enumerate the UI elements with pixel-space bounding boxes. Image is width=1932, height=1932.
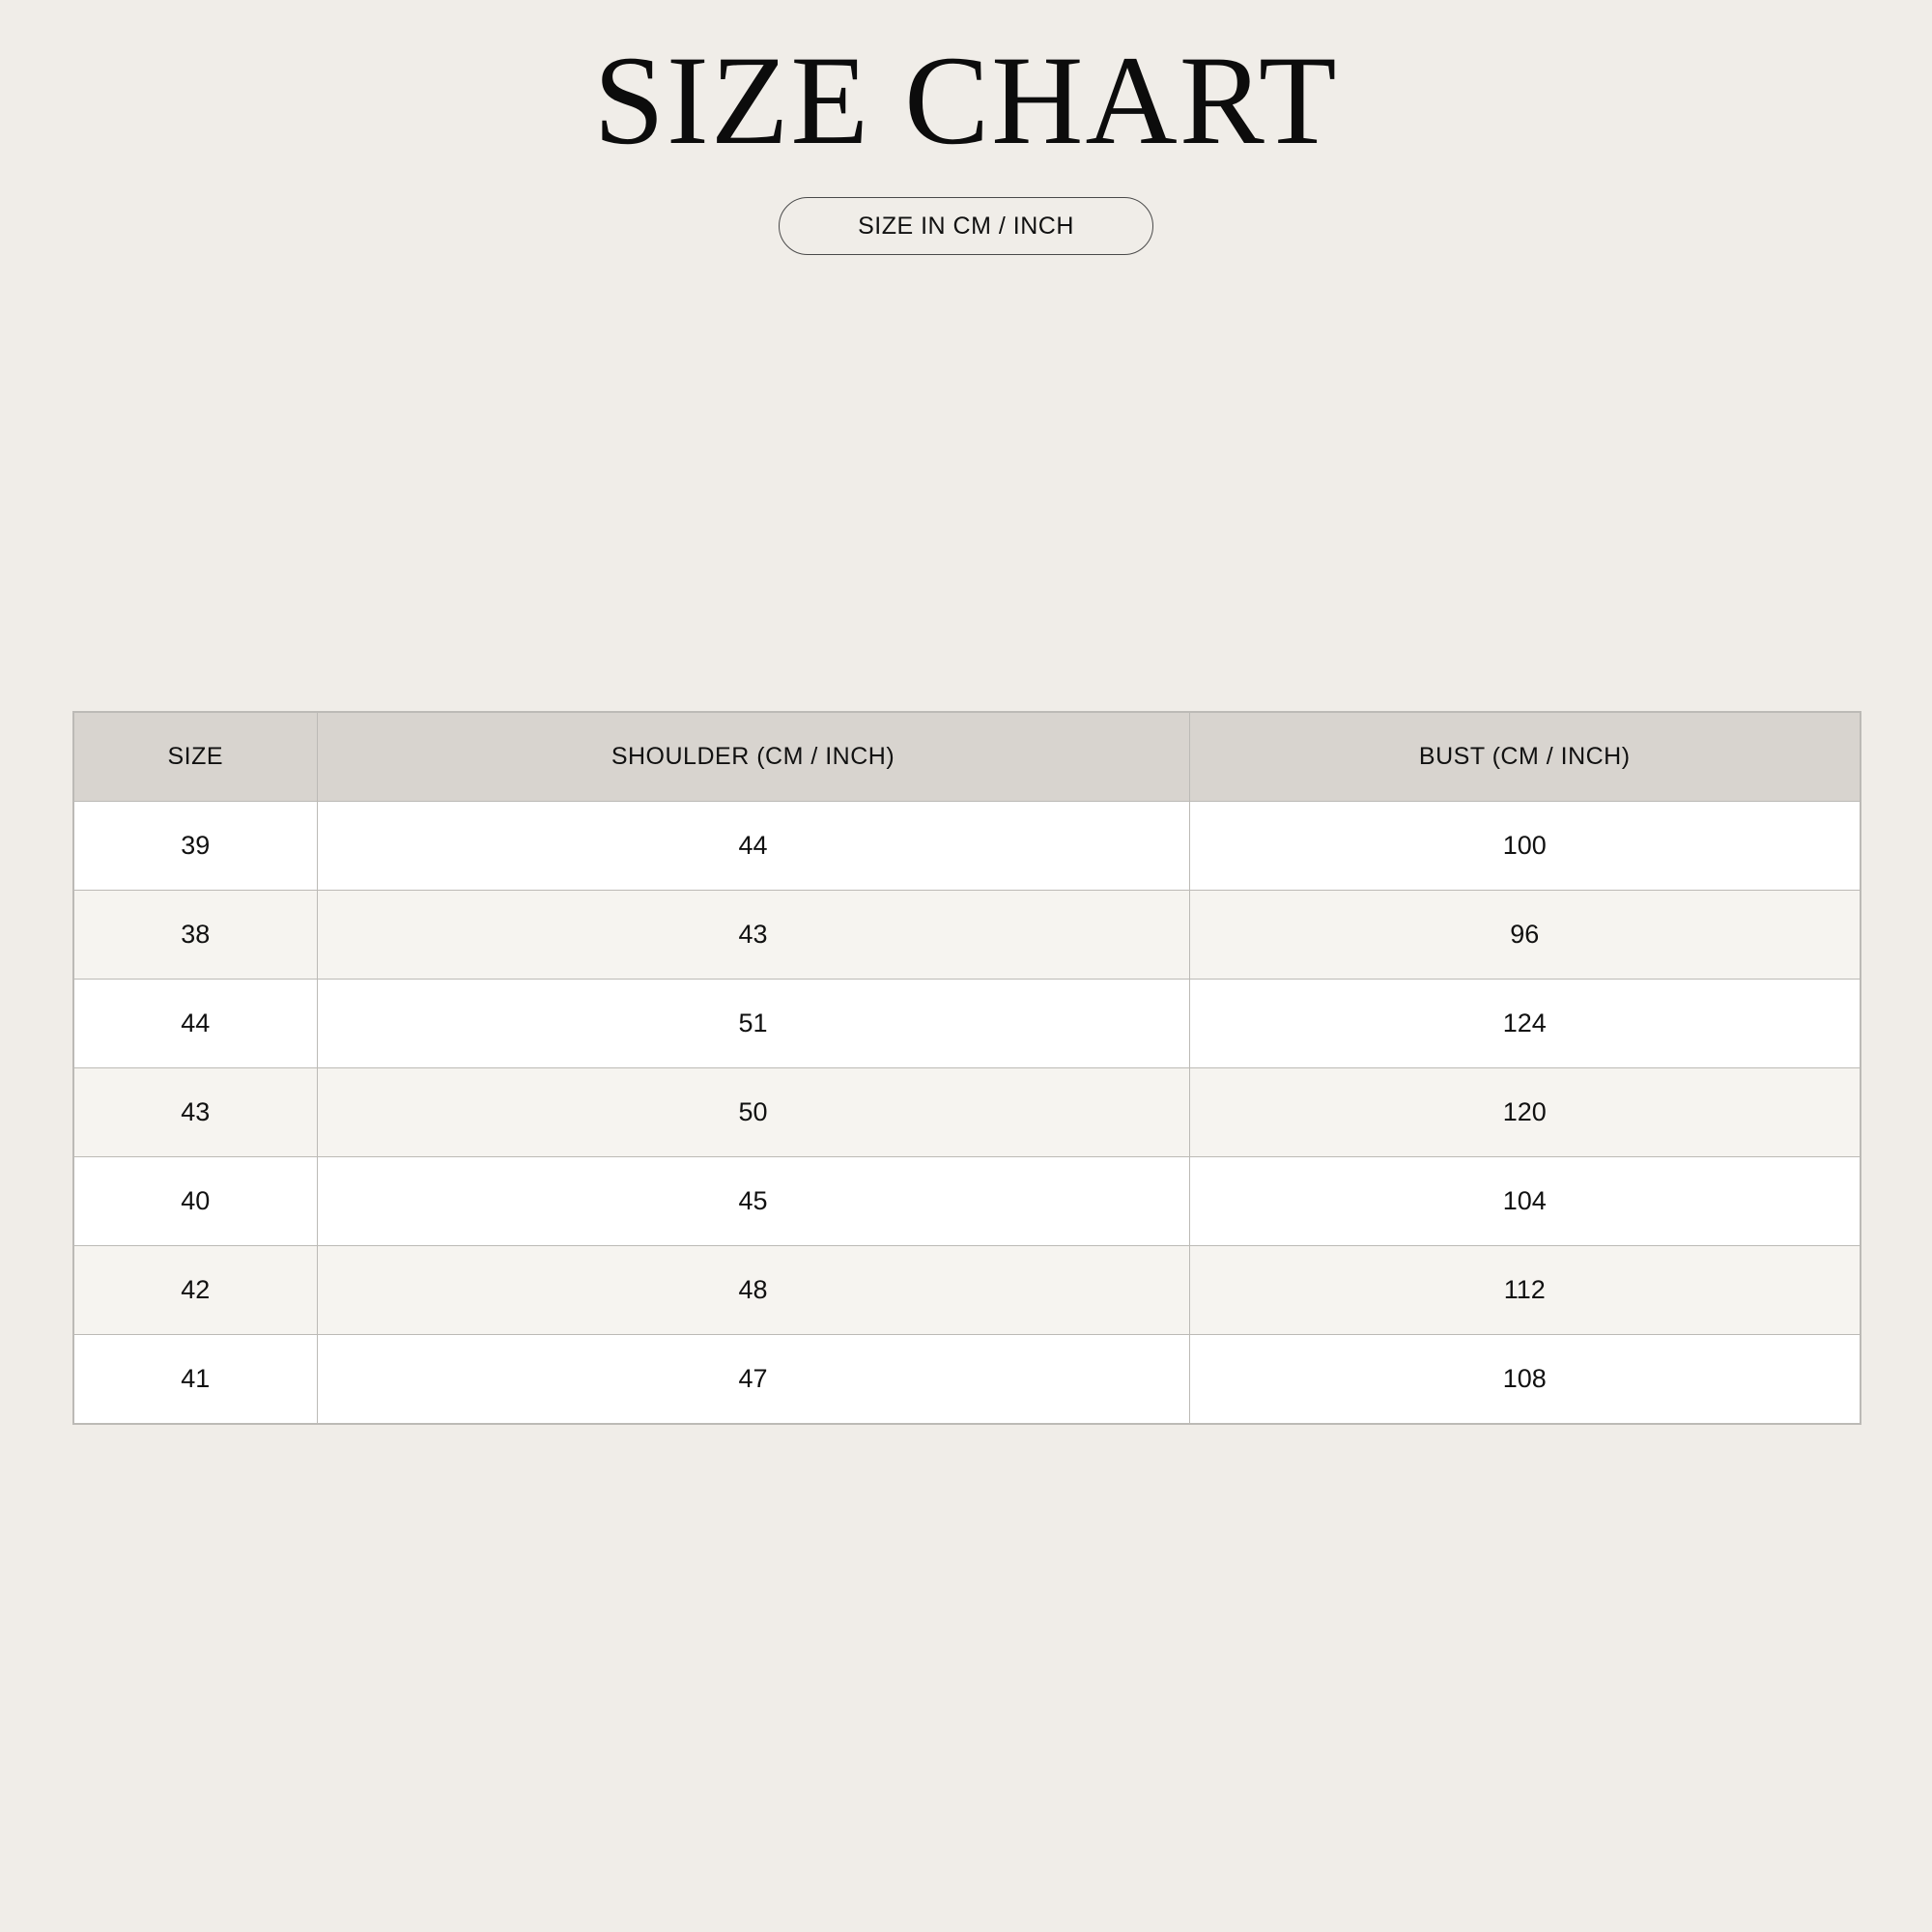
cell-shoulder: 51	[317, 980, 1189, 1068]
cell-bust: 120	[1189, 1068, 1861, 1157]
unit-badge-label: SIZE IN CM / INCH	[858, 212, 1074, 240]
page-title: SIZE CHART	[593, 29, 1339, 171]
cell-bust: 112	[1189, 1246, 1861, 1335]
cell-bust: 100	[1189, 802, 1861, 891]
cell-size: 42	[73, 1246, 317, 1335]
cell-shoulder: 47	[317, 1335, 1189, 1425]
cell-shoulder: 44	[317, 802, 1189, 891]
cell-size: 44	[73, 980, 317, 1068]
size-table	[72, 711, 1861, 1425]
cell-bust: 104	[1189, 1157, 1861, 1246]
cell-shoulder: 43	[317, 891, 1189, 980]
table-row	[73, 891, 1861, 980]
cell-size: 43	[73, 1068, 317, 1157]
cell-size: 40	[73, 1157, 317, 1246]
table-row	[73, 1246, 1861, 1335]
table-row	[73, 802, 1861, 891]
table-row	[73, 1068, 1861, 1157]
cell-size: 38	[73, 891, 317, 980]
header-bust: BUST (CM / INCH)	[1189, 712, 1861, 802]
table-row	[73, 1335, 1861, 1425]
cell-size: 39	[73, 802, 317, 891]
cell-shoulder: 48	[317, 1246, 1189, 1335]
cell-shoulder: 50	[317, 1068, 1189, 1157]
cell-bust: 124	[1189, 980, 1861, 1068]
cell-bust: 108	[1189, 1335, 1861, 1425]
unit-badge	[779, 197, 1153, 255]
cell-bust: 96	[1189, 891, 1861, 980]
header-shoulder: SHOULDER (CM / INCH)	[317, 712, 1189, 802]
table-header-row	[73, 712, 1861, 802]
table-row	[73, 980, 1861, 1068]
cell-size: 41	[73, 1335, 317, 1425]
cell-shoulder: 45	[317, 1157, 1189, 1246]
table-row	[73, 1157, 1861, 1246]
header-size: SIZE	[73, 712, 317, 802]
